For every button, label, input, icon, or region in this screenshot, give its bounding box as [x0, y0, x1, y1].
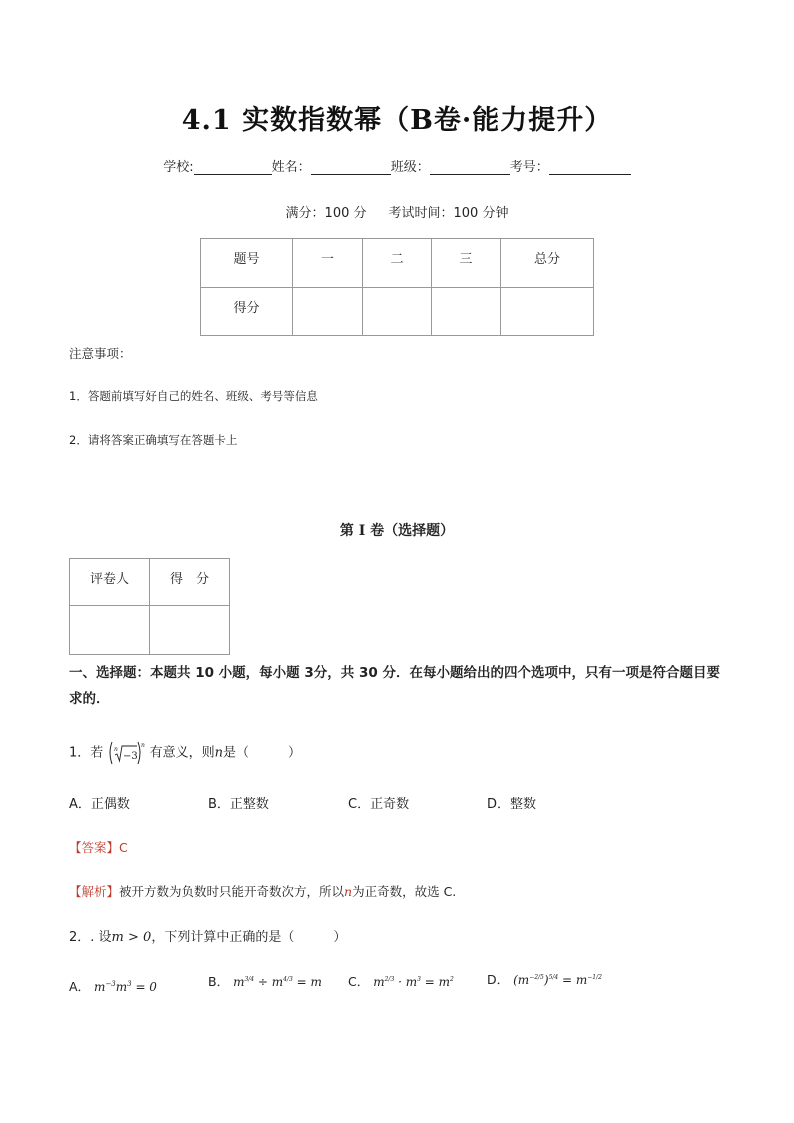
score-cell[interactable] — [432, 288, 501, 336]
score-table-header: 三 — [432, 239, 501, 288]
q1-option-a[interactable]: A．正偶数 — [69, 797, 130, 812]
answer-label: 【答案】 — [69, 840, 120, 855]
q1-expression — [107, 740, 145, 766]
answer-value: C — [119, 840, 128, 855]
exam-time: 考试时间：100 分钟 — [388, 206, 509, 221]
q1-analysis — [69, 882, 456, 900]
option-label: C． — [348, 974, 370, 989]
school-label: 学校: — [163, 160, 194, 175]
exam-number-blank[interactable] — [549, 160, 631, 175]
q1-option-c[interactable]: C．正奇数 — [348, 797, 410, 812]
analysis-text: 被开方数为负数时只能开奇数次方，所以 — [119, 884, 345, 899]
page-title: 4.1 实数指数幂（B卷·能力提升） — [181, 105, 613, 136]
score-cell[interactable] — [293, 288, 363, 336]
score-table-row-label: 得分 — [201, 288, 293, 336]
q2-option-c[interactable] — [348, 972, 454, 990]
score-table-header: 一 — [293, 239, 363, 288]
radical-expression — [107, 740, 145, 766]
option-b-formula: $m^{3/4} \div m^{4/3} = m$ — [233, 975, 322, 989]
q2-suffix: ，下列计算中正确的是（ ） — [151, 930, 347, 945]
grader-table — [69, 558, 230, 655]
score-table-header: 题号 — [201, 239, 293, 288]
q2-condition: m > 0 — [111, 930, 152, 945]
q1-middle: 有意义，则 — [149, 745, 215, 761]
q1-suffix: 是（ ） — [222, 745, 301, 761]
option-c-formula: $m^{2/3} \cdot m^3 = m^2$ — [373, 975, 454, 989]
q1-var: n — [214, 745, 223, 761]
q1-option-d[interactable]: D．整数 — [487, 797, 537, 812]
analysis-var: n — [344, 884, 353, 899]
grader-cell[interactable] — [150, 606, 230, 655]
analysis-label: 【解析】 — [69, 884, 120, 899]
class-blank[interactable] — [430, 160, 510, 175]
q2-option-a[interactable] — [69, 977, 157, 995]
q2-option-d[interactable] — [487, 970, 602, 988]
score-table — [200, 238, 594, 336]
score-time-line — [0, 202, 794, 221]
grader-cell[interactable] — [70, 606, 150, 655]
exam-number-label: 考号： — [509, 160, 549, 175]
notes-heading: 注意事项： — [69, 346, 132, 361]
option-label: A． — [69, 979, 91, 994]
q2-option-b[interactable] — [208, 972, 322, 990]
radicand: −3 — [123, 751, 139, 762]
question-2 — [69, 926, 346, 945]
q1-option-b[interactable]: B．正整数 — [208, 797, 269, 812]
section-title: 第 I 卷（选择题） — [339, 523, 455, 539]
q1-answer — [69, 838, 128, 856]
name-label: 姓名： — [271, 160, 311, 175]
option-d-formula: $(m^{-2/5})^{5/4} = m^{-1/2}$ — [513, 973, 602, 987]
score-cell[interactable] — [501, 288, 594, 336]
score-cell[interactable] — [363, 288, 432, 336]
score-table-header: 二 — [363, 239, 432, 288]
section-instructions: 一、选择题：本题共 10 小题，每小题 3分，共 30 分．在每小题给出的四个选项中，只有一项是符合题目要求的． — [69, 665, 720, 707]
option-label: D． — [487, 972, 510, 987]
option-label: B． — [208, 974, 230, 989]
grader-header: 得 分 — [150, 559, 230, 606]
question-1 — [69, 740, 301, 766]
note-item: 2．请将答案正确填写在答题卡上 — [69, 433, 238, 447]
score-table-header: 总分 — [501, 239, 594, 288]
student-info-line — [0, 156, 794, 175]
radical-index: n — [114, 746, 119, 753]
grader-header: 评卷人 — [70, 559, 150, 606]
full-score: 满分：100 分 — [285, 206, 367, 221]
note-item: 1．答题前填写好自己的姓名、班级、考号等信息 — [69, 389, 318, 403]
q2-prefix: 2．. 设 — [69, 930, 112, 945]
analysis-text-2: 为正奇数，故选 C. — [352, 884, 457, 899]
power: n — [141, 742, 146, 749]
option-a-formula: $m^{-3}m^3 = 0$ — [94, 980, 157, 994]
school-blank[interactable] — [194, 160, 272, 175]
class-label: 班级： — [390, 160, 430, 175]
q1-prefix: 1．若 — [69, 745, 104, 761]
name-blank[interactable] — [311, 160, 391, 175]
